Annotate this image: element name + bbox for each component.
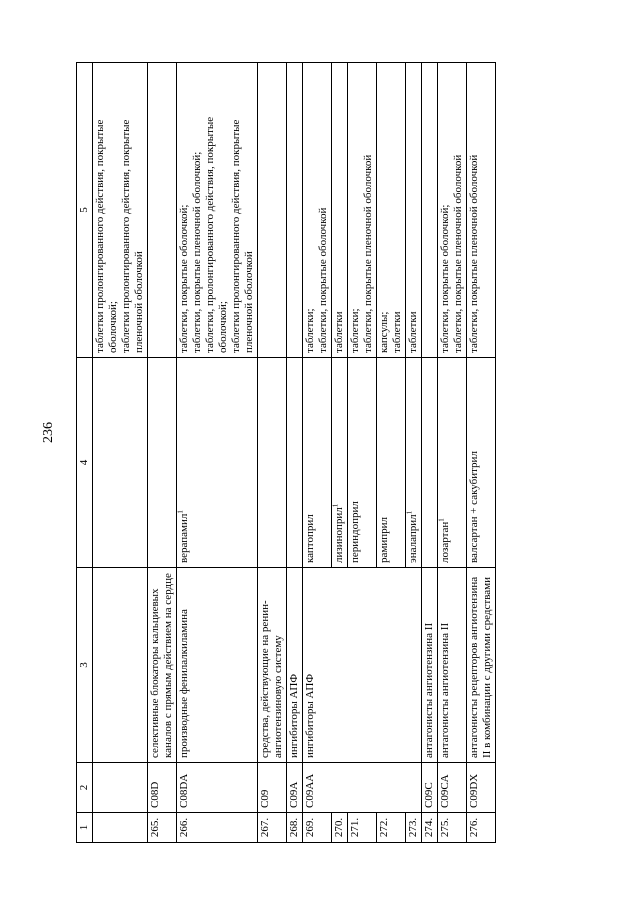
column-header: 1 [77,813,93,843]
header-row [77,63,93,843]
table-row [93,63,148,843]
dosage-form: таблетки [407,311,419,353]
drug-name [438,358,467,568]
drug-name-text: периндоприл [349,501,361,563]
dosage-forms [93,63,148,358]
pharm-group: производные фенилалкиламина [177,568,258,763]
table-row [148,63,177,843]
table-row [303,63,332,843]
drug-name [148,358,177,568]
pharm-group: средства, действующие на ренин-ангиотензиновую систему [258,568,287,763]
rotated-page [76,63,622,843]
dosage-form: таблетки [391,311,403,353]
pharm-group: антагонисты ангиотензина II [422,568,438,763]
table-row [177,63,258,843]
row-number [93,813,148,843]
table-row [287,63,303,843]
row-number: 272. [377,813,406,843]
table-body [77,63,496,843]
dosage-form: таблетки пролонгированного действия, покрытые оболочкой; [94,119,119,353]
drug-name-text: рамиприл [378,517,390,563]
column-header: 3 [77,568,93,763]
atc-code: C08D [148,763,177,813]
pharm-group: антагонисты ангиотензина II [438,568,467,763]
row-number: 269. [303,813,332,843]
drug-name-text: верапамил [178,513,190,563]
row-number: 275. [438,813,467,843]
drug-name-text: эналаприл [407,514,419,563]
dosage-form: таблетки, покрытые пленочной оболочкой; [191,151,203,353]
pharm-group: антагонисты рецепторов ангиотензина II в комбинации с другими средствами [467,568,496,763]
pharm-group: селективные блокаторы кальциевых каналов с прямым действием на сердце [148,568,177,763]
dosage-forms [438,63,467,358]
drug-name-text: валсартан + сакубитрил [468,451,480,563]
atc-code: C09 [258,763,287,813]
row-number: 273. [406,813,422,843]
dosage-forms [348,63,377,358]
row-number: 267. [258,813,287,843]
footnote-mark: 1 [405,510,414,515]
drug-name [177,358,258,568]
dosage-forms [332,63,348,358]
table-row [467,63,496,843]
atc-code: C09CA [438,763,467,813]
drug-name-text: каптоприл [304,514,316,563]
row-number: 270. [332,813,348,843]
drug-name [422,358,438,568]
dosage-form: таблетки [333,311,345,353]
column-header: 2 [77,763,93,813]
row-number: 266. [177,813,258,843]
atc-code: C08DA [177,763,258,813]
pharm-group: ингибиторы АПФ [303,568,422,763]
dosage-forms [303,63,332,358]
drug-name [258,358,287,568]
drug-name [406,358,422,568]
table-row [422,63,438,843]
atc-code: C09AA [303,763,422,813]
footnote-mark: 1 [331,503,340,508]
atc-code: C09DX [467,763,496,813]
footnote-mark: 1 [176,510,185,514]
drug-table [76,62,496,843]
drug-name [287,358,303,568]
dosage-forms [377,63,406,358]
footnote-mark: 1 [437,518,446,522]
dosage-form: таблетки, покрытые оболочкой [317,207,329,353]
dosage-forms [177,63,258,358]
row-number: 271. [348,813,377,843]
row-number: 276. [467,813,496,843]
dosage-form: таблетки, покрытые оболочкой; [178,204,190,353]
atc-code: C09C [422,763,438,813]
row-number: 268. [287,813,303,843]
dosage-form: таблетки; [304,308,316,353]
dosage-form: таблетки, покрытые пленочной оболочкой [362,154,374,353]
dosage-form: таблетки, пролонгированного действия, покрытые оболочкой; [204,116,229,353]
page-number: 236 [41,422,56,443]
drug-name [303,358,332,568]
table-row [258,63,287,843]
drug-name [332,358,348,568]
column-header: 4 [77,358,93,568]
row-number: 274. [422,813,438,843]
drug-name [348,358,377,568]
row-number: 265. [148,813,177,843]
column-header: 5 [77,63,93,358]
dosage-form: таблетки, покрытые оболочкой; [439,204,451,353]
dosage-forms [258,63,287,358]
drug-name-text: лизиноприл [333,507,345,563]
dosage-forms [287,63,303,358]
dosage-form: таблетки, покрытые пленочной оболочкой [452,154,464,353]
drug-name-text: лозартан [439,521,451,563]
table-row [438,63,467,843]
atc-code: C09A [287,763,303,813]
dosage-form: таблетки пролонгированного действия, покрытые пленочной оболочкой [230,119,255,353]
dosage-form: капсулы; [378,311,390,353]
dosage-form: таблетки, покрытые пленочной оболочкой [468,154,480,353]
dosage-form: таблетки; [349,308,361,353]
dosage-forms [467,63,496,358]
dosage-forms [422,63,438,358]
drug-name [467,358,496,568]
drug-name [377,358,406,568]
dosage-form: таблетки пролонгированного действия, покрытые пленочной оболочкой [120,119,145,353]
drug-name [93,358,148,568]
pharm-group [93,568,148,763]
pharm-group: ингибиторы АПФ [287,568,303,763]
dosage-forms [148,63,177,358]
atc-code [93,763,148,813]
dosage-forms [406,63,422,358]
